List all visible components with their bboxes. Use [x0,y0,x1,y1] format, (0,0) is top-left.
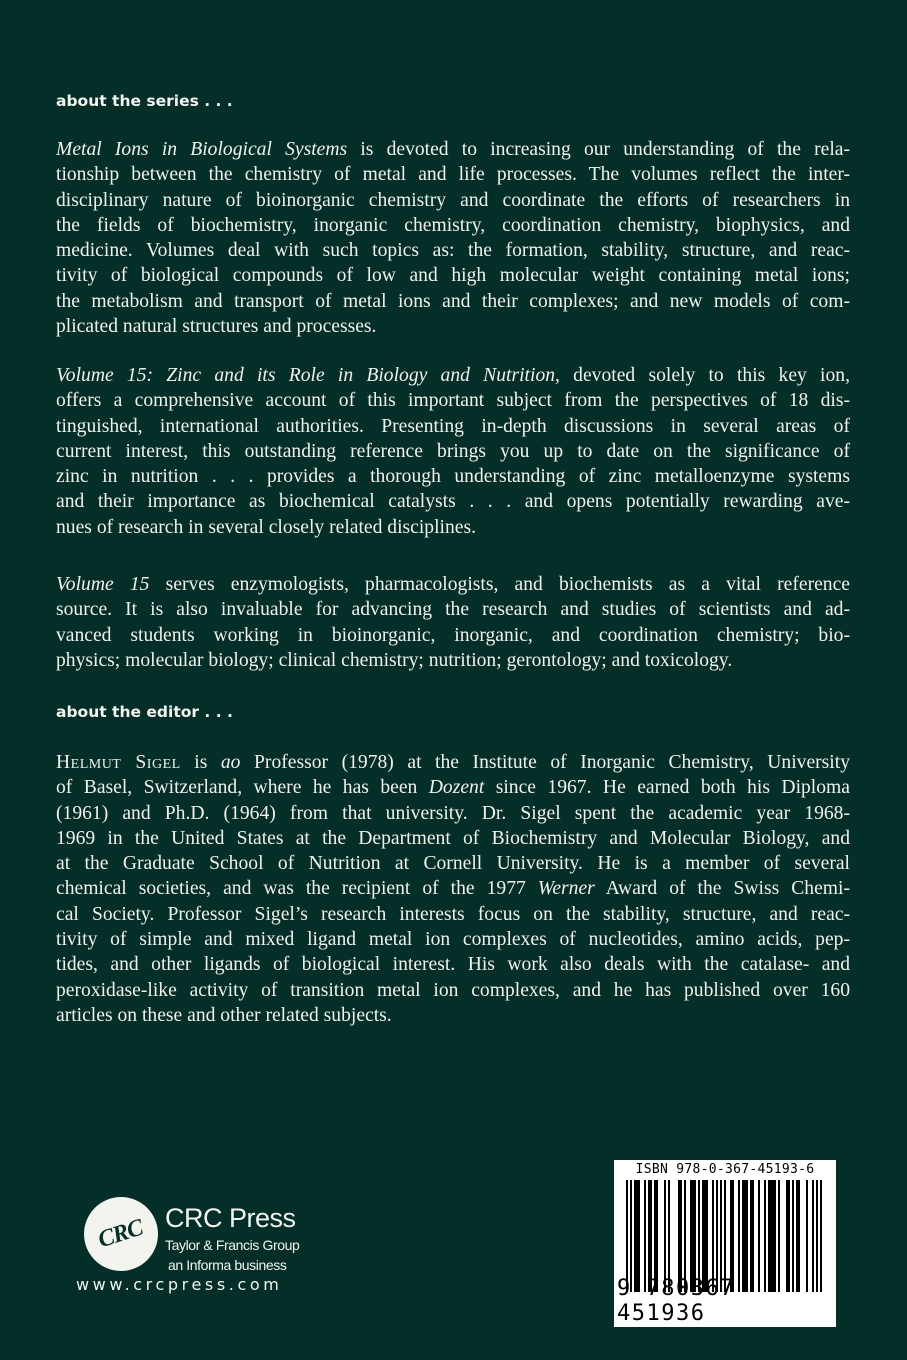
text-line [56,1003,850,1028]
text-segment: at the Graduate School of Nutrition at Cornell University. He is a member of several [56,853,850,875]
text-segment: the metabolism and transport of metal ions and their complexes; and new models of com- [56,290,850,312]
text-segment: of Basel, Switzerland, where he has been [56,777,429,799]
paragraph-editor-bio [56,750,850,1028]
text-line [56,826,850,851]
italic-text: ao [220,752,241,773]
text-segment: offers a comprehensive account of this important subject from the perspectives of 18 dis- [56,390,850,412]
italic-text: Metal Ions in Biological Systems [56,139,348,160]
text-line [56,572,850,597]
text-segment: Professor (1978) at the Institute of Inorganic Chemistry, University [240,752,850,773]
publisher-business: an Informa business [168,1257,287,1273]
text-line [56,775,850,800]
italic-text: Volume 15 [56,574,150,595]
text-segment: tides, and other ligands of biological interest. His work also deals with the catalase- and [56,954,850,976]
text-segment: serves enzymologists, pharmacologists, and biochemists as a vital reference [149,574,850,595]
small-caps-text: Helmut Sigel [56,752,181,773]
text-segment: the fields of biochemistry, inorganic chemistry, coordination chemistry, biophysics, and [56,214,850,236]
text-line [56,978,850,1003]
paragraph-volume-description [56,363,850,540]
text-segment: is [180,752,221,773]
crc-logo-text: CRC [95,1214,147,1253]
text-line [56,648,850,673]
heading-about-editor: about the editor . . . [56,703,233,721]
publisher-block [165,1203,299,1275]
crc-logo [84,1197,158,1271]
text-segment: tinguished, international authorities. Presenting in-depth discussions in several areas of [56,415,850,437]
text-segment: zinc in nutrition . . . provides a thorough understanding of zinc metalloenzyme systems [56,466,850,488]
text-line [56,238,850,263]
italic-text: Dozent [428,777,485,799]
heading-about-series: about the series . . . [56,92,233,110]
text-segment: peroxidase-like activity of transition metal ion complexes, and he has published over 160 [56,979,850,1001]
text-segment: articles on these and other related subjects. [56,1004,392,1026]
text-segment: source. It is also invaluable for advancing the research and studies of scientists and ad- [56,599,850,621]
text-line [56,464,850,489]
text-line [56,515,850,540]
text-line [56,414,850,439]
text-segment: plicated natural structures and processes. [56,316,377,338]
publisher-name: CRC Press [165,1203,296,1233]
text-segment: tivity of simple and mixed ligand metal ion complexes of nucleotides, amino acids, pep- [56,929,850,951]
text-line [56,801,850,826]
text-line [56,363,850,388]
text-segment: physics; molecular biology; clinical chemistry; nutrition; gerontology; and toxicology. [56,649,733,671]
text-line [56,876,850,901]
text-segment: medicine. Volumes deal with such topics as: the formation, stability, structure, and reac- [56,240,850,262]
text-segment: since 1967. He earned both his Diploma [484,777,850,799]
text-segment: tivity of biological compounds of low and high molecular weight containing metal ions; [56,265,850,287]
text-segment: tionship between the chemistry of metal and life processes. The volumes reflect the inter- [56,164,850,186]
text-segment: disciplinary nature of bioinorganic chemistry and coordinate the efforts of researchers in [56,189,850,211]
text-segment: , devoted solely to this key ion, [555,365,850,386]
text-line [56,927,850,952]
text-segment: and their importance as biochemical catalysts . . . and opens potentially rewarding ave- [56,491,850,513]
italic-text: Werner [537,878,595,900]
text-segment: 1969 in the United States at the Department of Biochemistry and Molecular Biology, and [56,827,850,849]
text-line [56,952,850,977]
text-line [56,388,850,413]
barcode-digits: 9 780367 451936 [617,1276,735,1326]
text-segment: chemical societies, and was the recipient of the 1977 [56,878,538,900]
text-line [56,213,850,238]
publisher-group: Taylor & Francis Group [165,1237,300,1253]
text-line [56,750,850,775]
text-segment: (1961) and Ph.D. (1964) from that university. Dr. Sigel spent the academic year 1968- [56,802,850,824]
isbn-label: ISBN 978-0-367-45193-6 [635,1162,815,1177]
italic-text: Volume 15: Zinc and its Role in Biology and Nutrition [56,365,556,386]
text-line [56,137,850,162]
text-segment: is devoted to increasing our understanding of the rela- [347,139,850,160]
text-segment: cal Society. Professor Sigel’s research interests focus on the stability, structure, and reac- [56,903,850,925]
text-line [56,263,850,288]
text-line [56,902,850,927]
text-segment: vanced students working in bioinorganic, inorganic, and coordination chemistry; bio- [56,624,850,646]
text-line [56,489,850,514]
text-line [56,851,850,876]
text-line [56,162,850,187]
text-line [56,597,850,622]
publisher-url: www.crcpress.com [76,1275,283,1294]
text-line [56,289,850,314]
text-segment: Award of the Swiss Chemi- [594,878,850,900]
text-segment: current interest, this outstanding reference brings you up to date on the significance of [56,440,850,462]
text-line [56,314,850,339]
text-line [56,623,850,648]
paragraph-audience [56,572,850,673]
text-line [56,188,850,213]
barcode [614,1160,836,1327]
text-segment: nues of research in several closely related disciplines. [56,516,477,538]
text-line [56,439,850,464]
paragraph-series-intro [56,137,850,339]
